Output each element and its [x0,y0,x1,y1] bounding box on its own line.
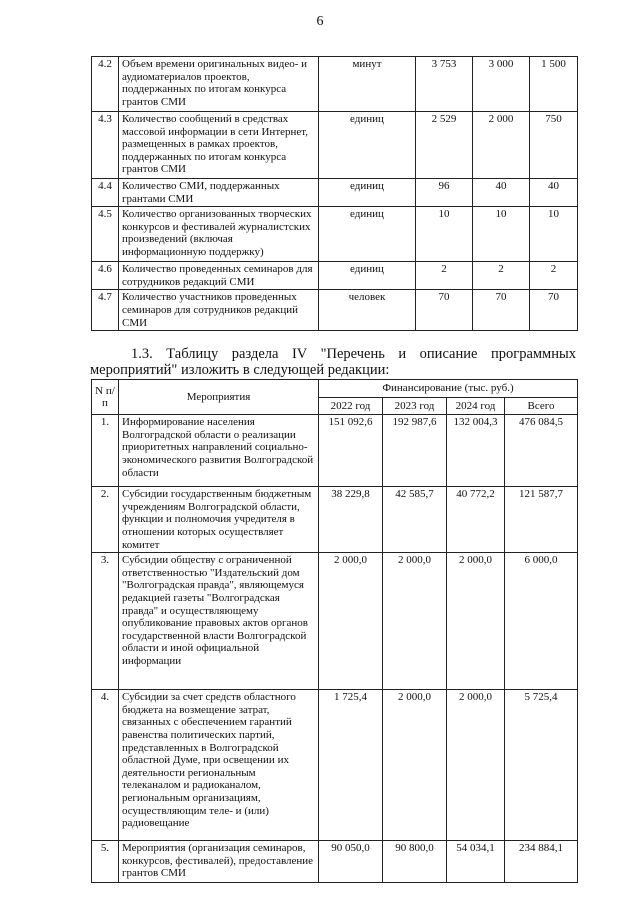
indicator-name: Количество СМИ, поддержанных грантами СМИ [119,179,319,207]
value-total: 234 884,1 [505,841,578,883]
value-2022: 1 725,4 [319,690,383,841]
indicator-name: Количество проведенных семинаров для сотрудников редакций СМИ [119,262,319,290]
unit: единиц [319,179,416,207]
value-2022: 90 050,0 [319,841,383,883]
indicators-table [91,56,578,331]
value-2024: 70 [530,290,578,331]
unit: минут [319,57,416,112]
indicator-name: Объем времени оригинальных видео- и аудиоматериалов проектов, поддержанных по итогам конкурса грантов СМИ [119,57,319,112]
header-row [92,380,578,398]
value-2023: 40 [473,179,530,207]
value-2024: 40 772,2 [447,487,505,553]
row-number: 4. [92,690,119,841]
row-number: 4.2 [92,57,119,112]
value-2022: 96 [416,179,473,207]
column-header-2024: 2024 год [447,397,505,415]
value-2023: 70 [473,290,530,331]
table-row [92,57,578,112]
table-row [92,690,578,841]
row-number: 4.7 [92,290,119,331]
row-number: 1. [92,415,119,487]
table-row [92,179,578,207]
table-row [92,112,578,179]
table-row [92,553,578,690]
value-2024: 1 500 [530,57,578,112]
row-number: 2. [92,487,119,553]
value-2022: 10 [416,207,473,262]
value-2023: 192 987,6 [383,415,447,487]
value-2023: 10 [473,207,530,262]
row-number: 4.3 [92,112,119,179]
value-2022: 70 [416,290,473,331]
value-2022: 2 [416,262,473,290]
value-2023: 2 000,0 [383,553,447,690]
measure-name: Субсидии государственным бюджетным учреждениям Волгоградской области, функции и полномочия учредителя в отношении которых осуществляет комитет [119,487,319,553]
value-2024: 2 000,0 [447,690,505,841]
measures-table [91,379,578,883]
value-2023: 2 000,0 [383,690,447,841]
column-header-measures: Мероприятия [119,380,319,415]
value-2024: 2 000,0 [447,553,505,690]
column-header-2023: 2023 год [383,397,447,415]
value-2023: 42 585,7 [383,487,447,553]
value-2023: 90 800,0 [383,841,447,883]
unit: единиц [319,207,416,262]
indicator-name: Количество организованных творческих конкурсов и фестивалей журналистских произведений (включая информационную поддержку) [119,207,319,262]
column-header-total: Всего [505,397,578,415]
row-number: 4.6 [92,262,119,290]
value-2022: 151 092,6 [319,415,383,487]
value-2024: 54 034,1 [447,841,505,883]
value-2024: 10 [530,207,578,262]
column-header-2022: 2022 год [319,397,383,415]
value-2022: 38 229,8 [319,487,383,553]
value-2022: 2 000,0 [319,553,383,690]
table-row [92,290,578,331]
value-2023: 3 000 [473,57,530,112]
value-total: 476 084,5 [505,415,578,487]
page-number: 6 [316,14,324,29]
unit: человек [319,290,416,331]
unit: единиц [319,112,416,179]
column-header-financing: Финансирование (тыс. руб.) [319,380,578,398]
row-number: 3. [92,553,119,690]
value-2022: 2 529 [416,112,473,179]
value-2022: 3 753 [416,57,473,112]
value-total: 121 587,7 [505,487,578,553]
measure-name: Информирование населения Волгоградской области о реализации приоритетных направлений социально-экономического развития Волгоградской области [119,415,319,487]
value-2023: 2 000 [473,112,530,179]
row-number: 4.4 [92,179,119,207]
table-row [92,841,578,883]
table-row [92,207,578,262]
value-2024: 40 [530,179,578,207]
row-number: 5. [92,841,119,883]
value-total: 6 000,0 [505,553,578,690]
column-header-number: N п/п [92,380,119,415]
measure-name: Субсидии за счет средств областного бюджета на возмещение затрат, связанных с обеспечением гарантий равенства политических партий, представленных в Волгоградской областной Думе, при освещении их деятельности региональным телеканалом и радиоканалом, региональным организациям, осуществляющим теле- и (или) радиовещание [119,690,319,841]
row-number: 4.5 [92,207,119,262]
value-total: 5 725,4 [505,690,578,841]
value-2024: 750 [530,112,578,179]
indicator-name: Количество участников проведенных семинаров для сотрудников редакций СМИ [119,290,319,331]
indicator-name: Количество сообщений в средствах массовой информации в сети Интернет, размещенных в рамках проектов, поддержанных по итогам конкурса грантов СМИ [119,112,319,179]
amendment-paragraph: 1.3. Таблицу раздела IV "Перечень и описание программных мероприятий" изложить в следующей редакции: [90,346,576,378]
measure-name: Мероприятия (организация семинаров, конкурсов, фестивалей), предоставление грантов СМИ [119,841,319,883]
value-2023: 2 [473,262,530,290]
table-row [92,487,578,553]
value-2024: 2 [530,262,578,290]
table-row [92,415,578,487]
table-row [92,262,578,290]
value-2024: 132 004,3 [447,415,505,487]
measure-name: Субсидии обществу с ограниченной ответственностью "Издательский дом "Волгоградская правда", являющемуся редакцией газеты "Волгоградская правда" и осуществляющему опубликование правовых актов органов государственной власти Волгоградской области и иной официальной информации [119,553,319,690]
unit: единиц [319,262,416,290]
